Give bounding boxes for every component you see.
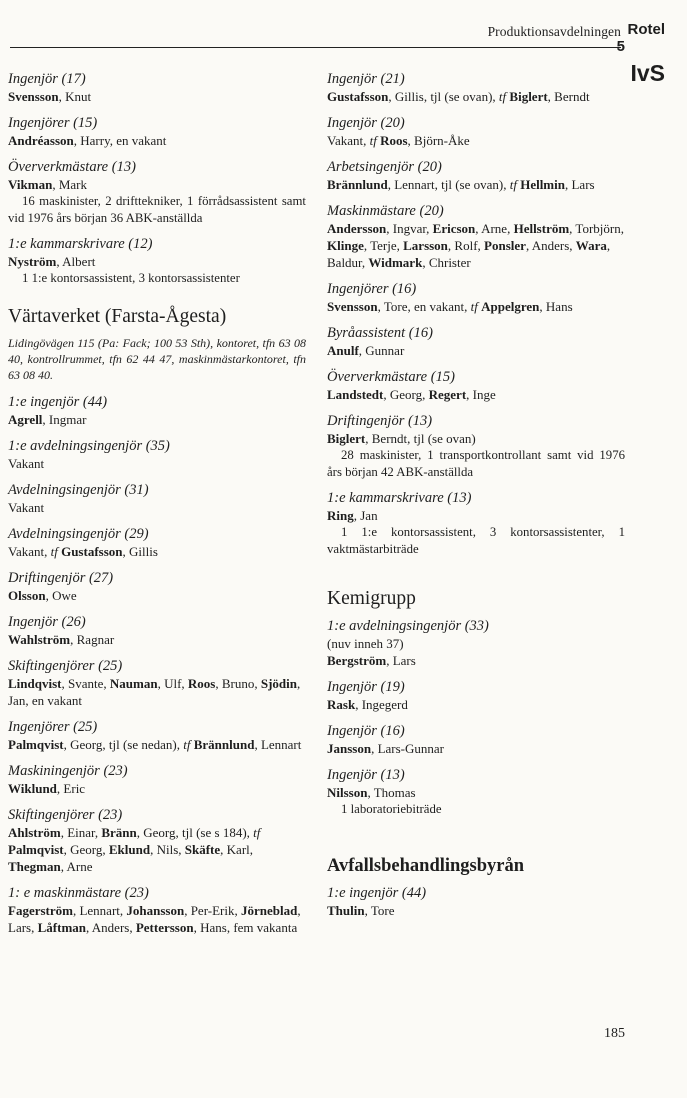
position-title: Ingenjör (21) xyxy=(327,71,405,87)
position-title: Ingenjörer (16) xyxy=(327,281,417,297)
staff-entry xyxy=(327,202,625,271)
staff-entry xyxy=(327,766,625,818)
staff-note: 16 maskinister, 2 drifttekniker, 1 förrådsassistent samt vid 1976 års början 36 ABK-anställda xyxy=(8,194,306,225)
staff-names: Palmqvist, Georg, tjl (se nedan), tf Brännlund, Lennart xyxy=(8,736,302,752)
position-title: Öververkmästare (13) xyxy=(8,159,136,175)
staff-entry xyxy=(8,657,306,709)
right-column xyxy=(327,70,625,928)
staff-entry xyxy=(327,722,625,757)
staff-names: Andersson, Ingvar, Ericson, Arne, Hellström, Torbjörn, Klinge, Terje, Larsson, Rolf, Ponsler, Anders, Wara, Baldur, Widmark, Christer xyxy=(327,221,624,270)
staff-entry xyxy=(327,489,625,557)
staff-entry xyxy=(8,114,306,149)
staff-entry xyxy=(327,884,625,919)
staff-entry xyxy=(327,678,625,713)
staff-entry xyxy=(8,762,306,797)
staff-names: Vikman, Mark xyxy=(8,177,87,192)
position-title: 1:e ingenjör (44) xyxy=(8,393,108,410)
staff-entry xyxy=(8,806,306,875)
staff-names: Landstedt, Georg, Regert, Inge xyxy=(327,387,496,402)
staff-names: Fagerström, Lennart, Johansson, Per-Erik, Jörneblad, Lars, Låftman, Anders, Pettersson, Hans, fem vakanta xyxy=(8,902,301,935)
position-title: Ingenjör (13) xyxy=(327,767,405,783)
staff-entry xyxy=(327,412,625,480)
left-column xyxy=(8,70,306,945)
position-title: Byråassistent (16) xyxy=(327,325,433,341)
position-title: 1:e ingenjör (44) xyxy=(327,884,427,901)
staff-entry xyxy=(8,437,306,472)
staff-entry xyxy=(8,481,306,516)
staff-entry xyxy=(327,158,625,193)
position-title: 1:e avdelningsingenjör (35) xyxy=(8,437,170,454)
staff-names: Vakant xyxy=(8,455,45,471)
section-contact-info: Lidingövägen 115 (Pa: Fack; 100 53 Sth), kontoret, tfn 63 08 40, kontrollrummet, tfn 62 44 47, maskinmästarkontoret, tfn 63 08 40. xyxy=(8,335,306,382)
staff-note: 1 1:e kontorsassistent, 3 kontorsassistenter, 1 vaktmästarbiträde xyxy=(327,525,625,556)
position-title: 1:e kammarskrivare (13) xyxy=(327,490,472,506)
position-title: Driftingenjör (13) xyxy=(327,413,433,429)
staff-names: Wiklund, Eric xyxy=(8,780,86,796)
staff-entry xyxy=(327,368,625,403)
position-title: 1:e avdelningsingenjör (33) xyxy=(327,618,489,634)
staff-names: Vakant, tf Roos, Björn-Åke xyxy=(327,133,470,148)
staff-names: Olsson, Owe xyxy=(8,587,77,603)
staff-entry xyxy=(327,280,625,315)
staff-entry xyxy=(327,70,625,105)
position-title: Ingenjörer (15) xyxy=(8,115,98,131)
position-title: Skiftingenjörer (23) xyxy=(8,806,123,823)
staff-names: Wahlström, Ragnar xyxy=(8,631,115,647)
position-title: Maskinmästare (20) xyxy=(327,203,444,219)
staff-names: Svensson, Tore, en vakant, tf Appelgren, Hans xyxy=(327,299,573,314)
staff-names: Vakant, tf Gustafsson, Gillis xyxy=(8,543,158,559)
position-title: Avdelningsingenjör (29) xyxy=(8,525,149,542)
position-title: Maskiningenjör (23) xyxy=(8,762,128,779)
staff-names: Biglert, Berndt, tjl (se ovan) xyxy=(327,431,476,446)
position-title: Ingenjör (20) xyxy=(327,115,405,131)
position-title: Skiftingenjörer (25) xyxy=(8,657,123,674)
side-label-number: 5 xyxy=(616,38,625,55)
staff-entry xyxy=(8,569,306,604)
staff-names: Rask, Ingegerd xyxy=(327,697,408,712)
staff-names: (nuv inneh 37) xyxy=(327,636,404,651)
staff-names: Lindqvist, Svante, Nauman, Ulf, Roos, Bruno, Sjödin, Jan, en vakant xyxy=(8,675,301,708)
staff-note: 1 1:e kontorsassistent, 3 kontorsassistenter xyxy=(22,271,240,285)
section-title-kemigrupp: Kemigrupp xyxy=(327,588,416,609)
staff-entry xyxy=(8,613,306,648)
page-number: 185 xyxy=(604,1026,625,1041)
staff-names: Agrell, Ingmar xyxy=(8,411,87,427)
position-title: Ingenjör (17) xyxy=(8,71,86,87)
left-entries-section xyxy=(8,393,306,936)
section-title-avfall: Avfallsbehandlingsbyrån xyxy=(327,855,525,876)
staff-names: Thulin, Tore xyxy=(327,902,395,918)
header-rule xyxy=(10,47,621,48)
staff-entry xyxy=(8,158,306,226)
staff-names: Svensson, Knut xyxy=(8,89,92,104)
left-entries-top xyxy=(8,70,306,287)
staff-names: Nilsson, Thomas xyxy=(327,785,416,800)
staff-entry xyxy=(8,525,306,560)
staff-names: Gustafsson, Gillis, tjl (se ovan), tf Biglert, Berndt xyxy=(327,89,590,104)
staff-names: Anulf, Gunnar xyxy=(327,343,405,358)
staff-names: Vakant xyxy=(8,499,45,515)
side-label-rotel: Rotel xyxy=(627,21,665,38)
staff-entry xyxy=(8,70,306,105)
position-title: Ingenjör (19) xyxy=(327,679,405,695)
staff-names: Nyström, Albert xyxy=(8,254,96,269)
staff-entry xyxy=(8,235,306,287)
side-label-ivs: IvS xyxy=(630,60,665,86)
staff-entry xyxy=(327,324,625,359)
running-header-title: Produktionsavdelningen xyxy=(487,24,621,39)
staff-names: Bergström, Lars xyxy=(327,653,416,668)
staff-entry xyxy=(8,393,306,428)
position-title: Driftingenjör (27) xyxy=(8,569,114,586)
position-title: Öververkmästare (15) xyxy=(327,369,455,385)
staff-names: Brännlund, Lennart, tjl (se ovan), tf Hellmin, Lars xyxy=(327,177,595,192)
section-title-vartaverket: Värtaverket (Farsta-Ågesta) xyxy=(8,305,227,327)
avfall-entries xyxy=(327,884,625,919)
staff-names: Jansson, Lars-Gunnar xyxy=(327,741,444,756)
staff-names: Ring, Jan xyxy=(327,508,378,523)
staff-entry xyxy=(8,884,306,936)
staff-note: 1 laboratoriebiträde xyxy=(341,802,442,816)
staff-entry xyxy=(8,718,306,753)
position-title: Arbetsingenjör (20) xyxy=(327,159,442,175)
staff-entry xyxy=(327,617,625,669)
position-title: Ingenjör (16) xyxy=(327,723,405,739)
position-title: 1: e maskinmästare (23) xyxy=(8,884,149,901)
right-entries-top xyxy=(327,70,625,557)
kemigrupp-entries xyxy=(327,617,625,818)
position-title: 1:e kammarskrivare (12) xyxy=(8,236,153,252)
position-title: Ingenjörer (25) xyxy=(8,718,98,735)
staff-names: Andréasson, Harry, en vakant xyxy=(8,133,167,148)
position-title: Avdelningsingenjör (31) xyxy=(8,481,149,498)
staff-names: Ahlström, Einar, Bränn, Georg, tjl (se s 184), tf Palmqvist, Georg, Eklund, Nils, Skäfte, Karl, Thegman, Arne xyxy=(8,824,261,874)
position-title: Ingenjör (26) xyxy=(8,613,86,630)
staff-note: 28 maskinister, 1 transportkontrollant samt vid 1976 års början 42 ABK-anställda xyxy=(327,448,625,479)
staff-entry xyxy=(327,114,625,149)
